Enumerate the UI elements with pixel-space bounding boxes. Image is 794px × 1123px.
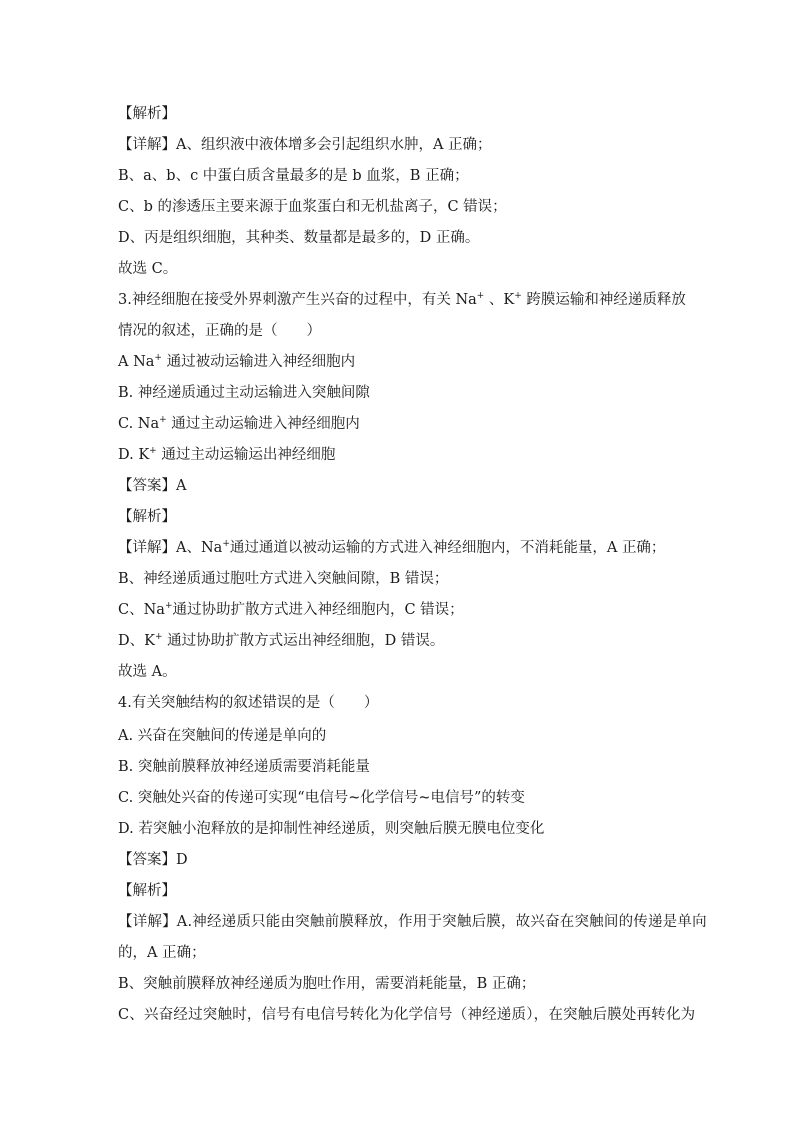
plus-superscript: +: [164, 601, 173, 612]
q3-option-a: [118, 352, 688, 372]
q3-option-c-prefix: C. Na: [118, 416, 160, 432]
q3-stem-part2: 、K: [484, 292, 515, 308]
q3-option-c: [118, 414, 688, 434]
q2-analysis-label: 【解析】: [118, 106, 176, 122]
plus-superscript: +: [154, 353, 162, 364]
plus-superscript: +: [222, 539, 230, 550]
q3-conclusion: 故选 A。: [118, 664, 177, 680]
q2-detail-a: 【详解】A、组织液中液体增多会引起组织水肿，A 正确；: [118, 137, 492, 153]
q4-option-c: C. 突触处兴奋的传递可实现“电信号~化学信号~电信号”的转变: [118, 790, 525, 806]
q3-option-c-text: 通过主动运输进入神经细胞内: [166, 416, 360, 432]
q3-stem-line1: [118, 290, 688, 310]
q4-detail-a-line2: 的，A 正确；: [118, 945, 206, 961]
q3-analysis-label: 【解析】: [118, 509, 176, 525]
q3-detail-c-text: 通过协助扩散方式进入神经细胞内，C 错误；: [172, 602, 464, 618]
q4-analysis-label: 【解析】: [118, 883, 176, 899]
q3-stem-part1: 3.神经细胞在接受外界刺激产生兴奋的过程中，有关 Na: [118, 292, 477, 308]
q3-detail-a: [118, 538, 688, 558]
q4-answer: 【答案】D: [118, 852, 188, 868]
plus-superscript: +: [514, 291, 522, 302]
q3-detail-b: B、神经递质通过胞吐方式进入突触间隙，B 错误；: [118, 571, 449, 587]
q2-detail-c: C、b 的渗透压主要来源于血浆蛋白和无机盐离子，C 错误；: [118, 199, 507, 215]
q3-detail-a-text: 通过通道以被动运输的方式进入神经细胞内，不消耗能量，A 正确；: [229, 540, 666, 556]
q3-option-d-text: 通过主动运输运出神经细胞: [156, 447, 336, 463]
q4-option-a: A. 兴奋在突触间的传递是单向的: [118, 728, 327, 744]
q3-detail-c-prefix: C、Na: [118, 602, 165, 618]
plus-superscript: +: [476, 291, 485, 302]
q3-option-d-prefix: D. K: [118, 447, 150, 463]
q3-option-d: [118, 445, 688, 465]
q4-detail-b: B、突触前膜释放神经递质为胞吐作用，需要消耗能量，B 正确；: [118, 976, 536, 992]
q2-detail-d: D、丙是组织细胞，其种类、数量都是最多的，D 正确。: [118, 230, 480, 246]
q3-detail-a-prefix: 【详解】A、Na: [118, 540, 223, 556]
q4-detail-c: C、兴奋经过突触时，信号有电信号转化为化学信号（神经递质），在突触后膜处再转化为: [118, 1007, 696, 1023]
q3-option-a-text: 通过被动运输进入神经细胞内: [161, 354, 356, 370]
q3-detail-d: [118, 631, 688, 651]
q2-detail-b: B、a、b、c 中蛋白质含量最多的是 b 血浆，B 正确；: [118, 168, 469, 184]
q3-stem-line2: 情况的叙述，正确的是（ ）: [118, 323, 321, 339]
q3-option-b: B. 神经递质通过主动运输进入突触间隙: [118, 385, 370, 401]
q3-answer: 【答案】A: [118, 478, 187, 494]
q4-detail-a-line1: 【详解】A.神经递质只能由突触前膜释放，作用于突触后膜，故兴奋在突触间的传递是单向: [118, 914, 707, 930]
q3-detail-d-text: 通过协助扩散方式运出神经细胞，D 错误。: [162, 633, 445, 649]
q3-detail-d-prefix: D、K: [118, 633, 155, 649]
plus-superscript: +: [154, 632, 163, 643]
q2-conclusion: 故选 C。: [118, 261, 178, 277]
q3-detail-c: [118, 600, 688, 620]
q4-stem: 4.有关突触结构的叙述错误的是（ ）: [118, 695, 379, 711]
q3-option-a-prefix: A Na: [118, 354, 155, 370]
q3-stem-part3: 跨膜运输和神经递质释放: [521, 292, 686, 308]
plus-superscript: +: [159, 415, 167, 426]
plus-superscript: +: [149, 446, 157, 457]
q4-option-d: D. 若突触小泡释放的是抑制性神经递质，则突触后膜无膜电位变化: [118, 821, 545, 837]
q4-option-b: B. 突触前膜释放神经递质需要消耗能量: [118, 759, 370, 775]
